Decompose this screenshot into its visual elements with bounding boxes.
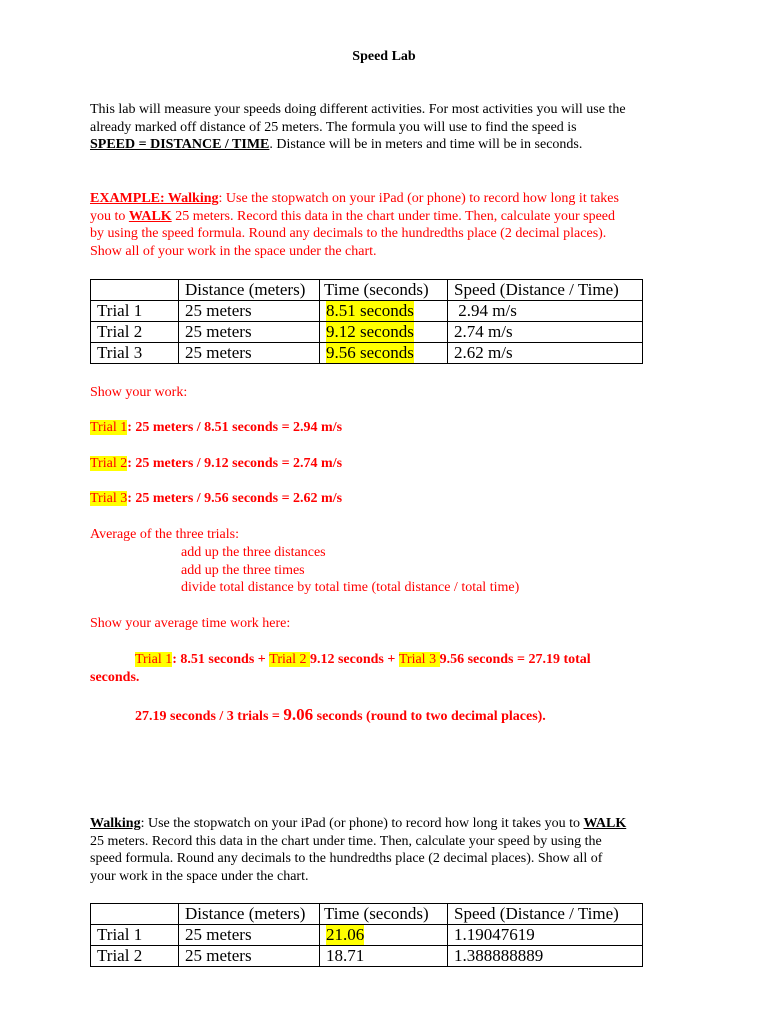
table-cell: 25 meters xyxy=(179,925,320,946)
average-sum-wrap: seconds. xyxy=(90,669,140,685)
table-cell xyxy=(320,322,448,343)
example-line-2-b: 25 meters. Record this data in the chart under time. Then, calculate your speed xyxy=(171,208,615,224)
table-header-row xyxy=(91,904,643,925)
example-line-2 xyxy=(90,208,619,226)
sum-trial-1-label: Trial 1 xyxy=(135,652,173,667)
header-cell: Speed (Distance / Time) xyxy=(448,904,643,925)
sum-part-c: 9.56 seconds = 27.19 total xyxy=(439,652,591,667)
table-cell: Trial 1 xyxy=(91,301,179,322)
average-sum-line xyxy=(90,651,650,669)
table-cell xyxy=(320,925,448,946)
walking-data-table xyxy=(90,903,643,967)
sum-trial-2-label: Trial 2 xyxy=(269,652,310,667)
intro-line-2: already marked off distance of 25 meters. The formula you will use to find the speed is xyxy=(90,119,577,135)
intro-line-1: This lab will measure your speeds doing different activities. For most activities you will use the xyxy=(90,102,626,117)
average-step: add up the three times xyxy=(181,562,305,578)
table-row xyxy=(91,322,643,343)
table-cell: Trial 1 xyxy=(91,925,179,946)
highlighted-time: 9.56 seconds xyxy=(326,343,414,362)
header-cell xyxy=(91,280,179,301)
table-cell: 1.19047619 xyxy=(448,925,643,946)
trial-2-calc: : 25 meters / 9.12 seconds = 2.74 m/s xyxy=(127,456,343,471)
walking-label: Walking xyxy=(90,816,141,831)
header-cell: Speed (Distance / Time) xyxy=(448,280,643,301)
intro-line-3 xyxy=(90,136,626,154)
page-title: Speed Lab xyxy=(352,49,416,64)
trial-1-calc: : 25 meters / 8.51 seconds = 2.94 m/s xyxy=(127,420,343,435)
example-line-2-a: you to xyxy=(90,208,129,224)
table-cell: 1.388888889 xyxy=(448,946,643,967)
table-cell: 2.94 m/s xyxy=(448,301,643,322)
division-part-b: seconds (round to two decimal places). xyxy=(313,709,546,724)
table-cell xyxy=(320,343,448,364)
highlighted-time: 8.51 seconds xyxy=(326,301,414,320)
header-cell xyxy=(91,904,179,925)
division-part-a: 27.19 seconds / 3 trials = xyxy=(135,709,284,724)
header-cell: Time (seconds) xyxy=(320,280,448,301)
walking-line-2: 25 meters. Record this data in the chart under time. Then, calculate your speed by using the xyxy=(90,833,602,849)
sum-trial-3-label: Trial 3 xyxy=(398,652,440,667)
table-cell: 2.62 m/s xyxy=(448,343,643,364)
walking-paragraph xyxy=(90,815,626,885)
work-trial-1 xyxy=(90,419,342,437)
walking-walk-word: WALK xyxy=(583,816,627,831)
average-heading: Average of the three trials: xyxy=(90,527,240,542)
walking-line-1 xyxy=(90,815,626,833)
trial-3-calc: : 25 meters / 9.56 seconds = 2.62 m/s xyxy=(127,491,343,506)
table-cell: 25 meters xyxy=(179,301,320,322)
trial-3-label: Trial 3 xyxy=(90,491,128,506)
table-cell: 2.74 m/s xyxy=(448,322,643,343)
walking-line-4: your work in the space under the chart. xyxy=(90,868,309,884)
average-sum-work xyxy=(90,651,650,686)
table-row xyxy=(91,343,643,364)
highlighted-time: 9.12 seconds xyxy=(326,322,414,341)
example-walk-word: WALK xyxy=(128,208,172,224)
work-trial-2 xyxy=(90,455,342,473)
header-cell: Time (seconds) xyxy=(320,904,448,925)
average-step: divide total distance by total time (total distance / total time) xyxy=(181,580,520,596)
average-steps xyxy=(181,544,519,597)
table-cell: 25 meters xyxy=(179,322,320,343)
average-step: add up the three distances xyxy=(181,545,326,560)
walking-line-1-rest: : Use the stopwatch on your iPad (or phone) to record how long it takes you to xyxy=(140,816,584,831)
example-line-1-rest: : Use the stopwatch on your iPad (or phone) to record how long it takes xyxy=(218,191,619,206)
example-line-1 xyxy=(90,190,619,208)
example-line-3: by using the speed formula. Round any decimals to the hundredths place (2 decimal places). xyxy=(90,226,607,242)
header-cell: Distance (meters) xyxy=(179,280,320,301)
trial-1-label: Trial 1 xyxy=(90,420,128,435)
trial-2-label: Trial 2 xyxy=(90,456,128,471)
intro-line-3-rest: . Distance will be in meters and time will be in seconds. xyxy=(269,137,583,153)
average-result: 9.06 xyxy=(283,705,314,724)
example-line-4: Show all of your work in the space under the chart. xyxy=(90,243,377,259)
table-row xyxy=(91,946,643,967)
example-label: EXAMPLE: Walking xyxy=(90,191,219,206)
table-header-row xyxy=(91,280,643,301)
table-cell xyxy=(320,301,448,322)
highlighted-time: 21.06 xyxy=(326,925,365,944)
average-division xyxy=(135,706,546,726)
walking-line-3: speed formula. Round any decimals to the hundredths place (2 decimal places). Show all of xyxy=(90,851,603,867)
header-cell: Distance (meters) xyxy=(179,904,320,925)
table-cell: Trial 2 xyxy=(91,322,179,343)
example-paragraph xyxy=(90,190,619,260)
sum-part-b: 9.12 seconds + xyxy=(309,652,399,667)
table-row xyxy=(91,301,643,322)
average-work-heading: Show your average time work here: xyxy=(90,616,291,631)
sum-part-a: : 8.51 seconds + xyxy=(172,652,270,667)
work-heading: Show your work: xyxy=(90,385,188,400)
work-trial-3 xyxy=(90,490,342,508)
table-cell: 25 meters xyxy=(179,343,320,364)
table-cell: Trial 2 xyxy=(91,946,179,967)
table-cell: 25 meters xyxy=(179,946,320,967)
example-data-table xyxy=(90,279,643,364)
table-cell: Trial 3 xyxy=(91,343,179,364)
intro-paragraph xyxy=(90,101,626,154)
speed-formula: SPEED = DISTANCE / TIME xyxy=(90,137,270,153)
table-row xyxy=(91,925,643,946)
table-cell: 18.71 xyxy=(320,946,448,967)
